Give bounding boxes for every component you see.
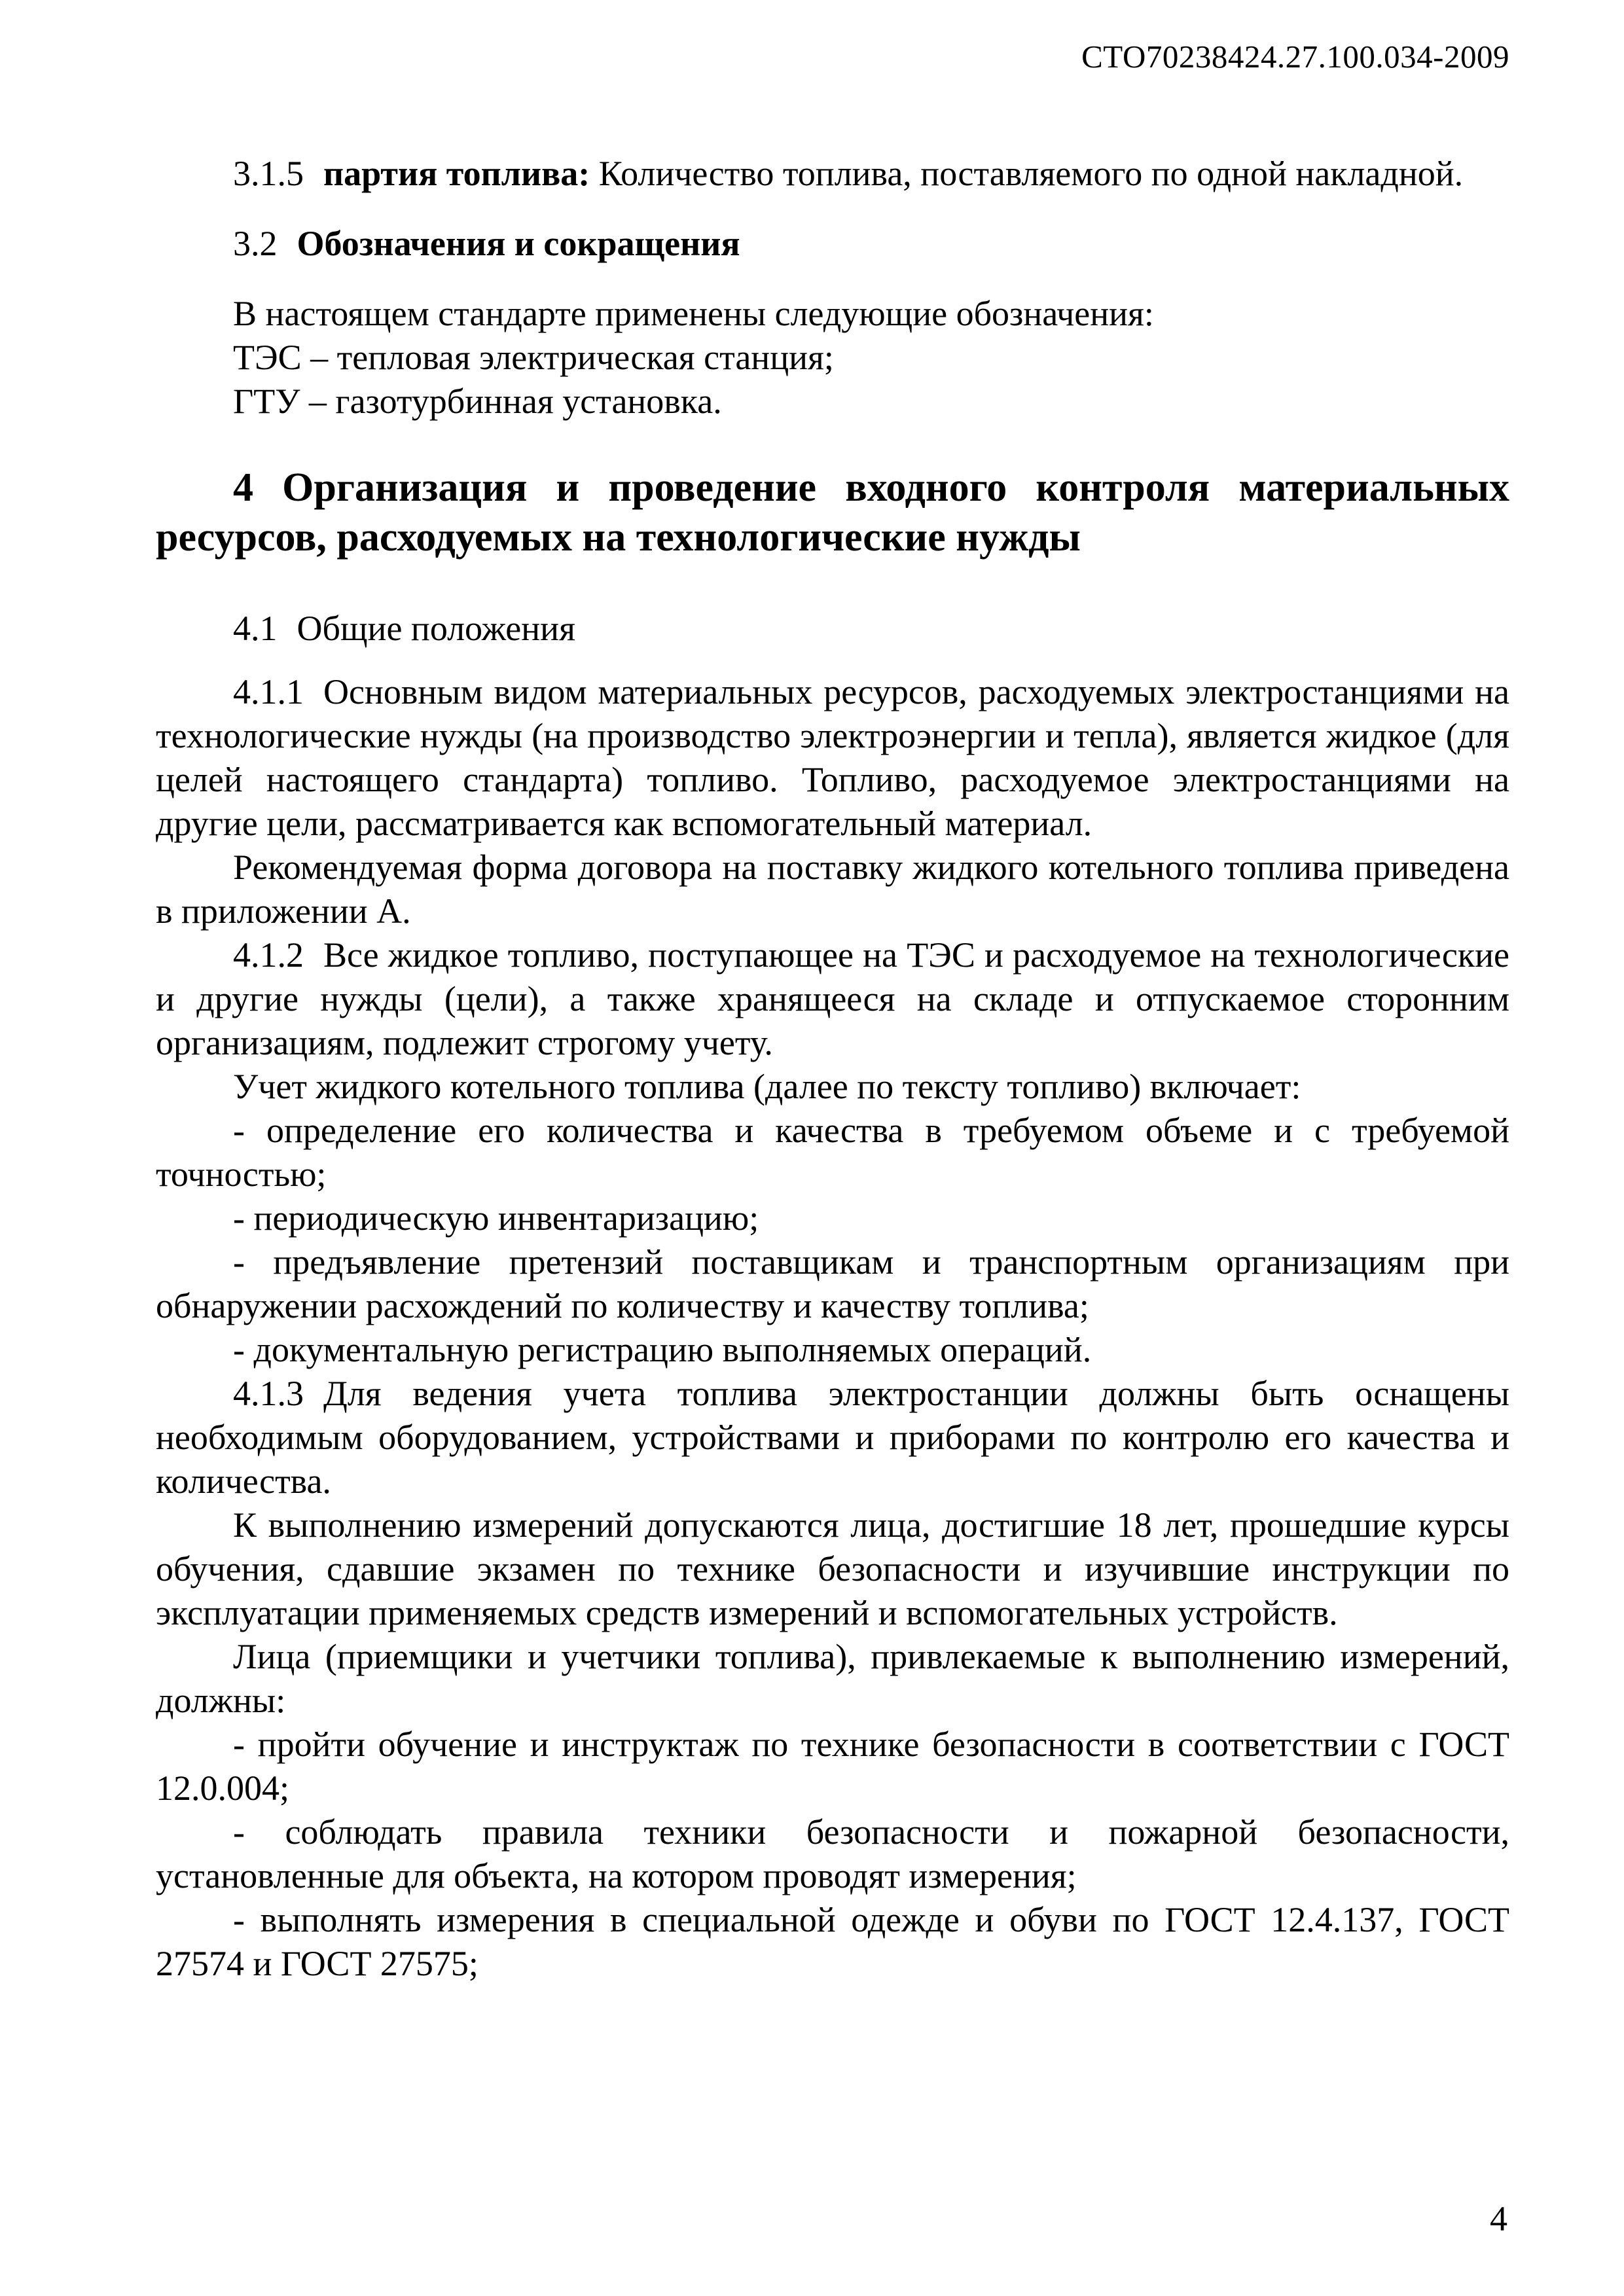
term: партия топлива: (323, 154, 590, 193)
list-item: - соблюдать правила техники безопасности и пожарной безопасности, установленные для объекта, на котором проводят измерения; (156, 1812, 1509, 1895)
list-item: - документальную регистрацию выполняемых операций. (233, 1330, 1092, 1369)
abbreviations-intro: В настоящем стандарте применены следующие обозначения: (233, 294, 1154, 333)
clause-text: Для ведения учета топлива электростанции должны быть оснащены необходимым оборудованием, устройствами и приборами по контролю его качества и количества. (156, 1374, 1509, 1501)
clause-number: 4.1.1 (233, 672, 304, 711)
clause-4-1-2 (156, 933, 1509, 1065)
list-item: - периодическую инвентаризацию; (233, 1198, 759, 1238)
section-4-heading: 4 Организация и проведение входного контроля материальных ресурсов, расходуемых на технологические нужды (156, 465, 1509, 560)
list-item: - пройти обучение и инструктаж по технике безопасности в соответствии с ГОСТ 12.0.004; (156, 1725, 1509, 1808)
term-definition: Количество топлива, поставляемого по одной накладной. (598, 154, 1464, 193)
paragraph: Учет жидкого котельного топлива (далее по тексту топливо) включает: (233, 1067, 1301, 1106)
paragraph: Рекомендуемая форма договора на поставку жидкого котельного топлива приведена в приложении А. (156, 848, 1509, 931)
section-number: 4.1 (233, 609, 278, 648)
clause-number: 4.1.2 (233, 935, 304, 975)
section-title: Общие положения (297, 609, 575, 648)
page-content (156, 152, 1509, 1986)
document-code: СТО70238424.27.100.034-2009 (1081, 39, 1509, 75)
clause-number: 3.1.5 (233, 154, 304, 193)
clause-text: Все жидкое топливо, поступающее на ТЭС и расходуемое на технологические и другие нужды (цели), а также хранящееся на складе и отпускаемое сторонним организациям, подлежит строгому учету. (156, 935, 1509, 1062)
list-item: - выполнять измерения в специальной одежде и обуви по ГОСТ 12.4.137, ГОСТ 27574 и ГОСТ 27575; (156, 1900, 1509, 1983)
paragraph: Лица (приемщики и учетчики топлива), привлекаемые к выполнению измерений, должны: (156, 1637, 1509, 1720)
clause-3-1-5 (156, 152, 1509, 196)
abbreviation-item: ГТУ – газотурбинная установка. (233, 382, 722, 421)
section-title: Обозначения и сокращения (297, 224, 740, 263)
list-item: - определение его количества и качества в требуемом объеме и с требуемой точностью; (156, 1111, 1509, 1194)
list-item: - предъявление претензий поставщикам и транспортным организациям при обнаружении расхождений по количеству и качеству топлива; (156, 1242, 1509, 1325)
paragraph: К выполнению измерений допускаются лица, достигшие 18 лет, прошедшие курсы обучения, сдавшие экзамен по технике безопасности и изучившие инструкции по эксплуатации применяемых средств измерений и вспомогательных устройств. (156, 1505, 1509, 1632)
clause-4-1-3 (156, 1372, 1509, 1503)
clause-text: Основным видом материальных ресурсов, расходуемых электростанциями на технологические нужды (на производство электроэнергии и тепла), является жидкое (для целей настоящего стандарта) топливо. Топливо, расходуемое электростанциями на другие цели, рассматривается как вспомогательный материал. (156, 672, 1509, 843)
section-3-2-heading (156, 222, 1509, 266)
abbreviation-item: ТЭС – тепловая электрическая станция; (233, 338, 834, 377)
page-number: 4 (1490, 2199, 1507, 2239)
clause-number: 4.1.3 (233, 1374, 304, 1413)
section-number: 3.2 (233, 224, 278, 263)
section-4-1-heading (156, 607, 1509, 651)
clause-4-1-1 (156, 670, 1509, 846)
